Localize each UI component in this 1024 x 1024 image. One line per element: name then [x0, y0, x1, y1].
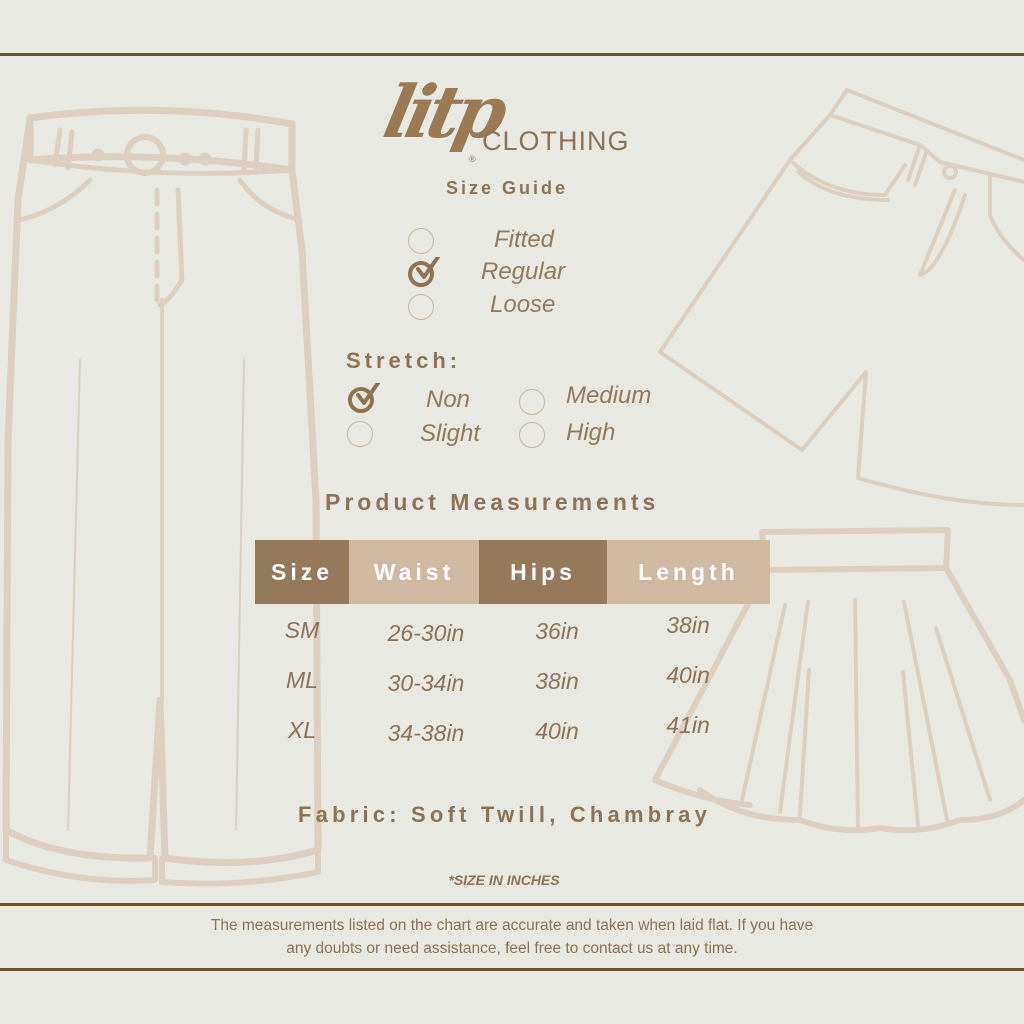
table-cell: 38in	[666, 612, 710, 638]
registered-mark: ®	[469, 154, 476, 164]
stretch-label-high: High	[566, 419, 616, 446]
stretch-label-slight: Slight	[420, 420, 481, 447]
header-size: Size	[255, 540, 349, 604]
table-cell: ML	[286, 667, 318, 693]
header-length: Length	[607, 540, 770, 604]
table-cell: 38in	[535, 668, 579, 694]
stretch-label-medium: Medium	[566, 382, 652, 409]
table-cell: 34-38in	[387, 720, 465, 746]
table-cell: 36in	[535, 618, 579, 644]
checkmark-icon	[414, 257, 440, 283]
size-note: *SIZE IN INCHES	[448, 872, 560, 888]
footer-bottom-divider	[0, 968, 1024, 971]
table-cell: SM	[284, 617, 320, 643]
stretch-title: Stretch:	[346, 348, 462, 373]
table-cell: XL	[287, 717, 317, 743]
measurements-title: Product Measurements	[325, 489, 660, 515]
page-title: Size Guide	[446, 178, 569, 198]
header-hips: Hips	[479, 540, 607, 604]
disclaimer-line-1: The measurements listed on the chart are accurate and taken when laid flat. If you have	[210, 917, 814, 934]
fabric-info: Fabric: Soft Twill, Chambray	[298, 802, 712, 827]
shorts-illustration	[660, 90, 1024, 505]
disclaimer	[0, 914, 1024, 960]
brand-logo-script: litp	[377, 69, 510, 154]
table-cell: 41in	[666, 712, 710, 738]
table-cell: 30-34in	[387, 670, 465, 696]
header-waist: Waist	[349, 540, 479, 604]
fit-label-fitted: Fitted	[494, 226, 555, 253]
checkmark-icon	[354, 383, 380, 409]
stretch-radio-slight[interactable]	[347, 421, 373, 447]
footer-top-divider	[0, 903, 1024, 906]
table-cell: 40in	[535, 718, 579, 744]
stretch-radio-high[interactable]	[519, 422, 545, 448]
pants-illustration	[6, 110, 318, 883]
brand-wordmark: CLOTHING	[482, 126, 630, 156]
fit-radio-fitted[interactable]	[408, 228, 434, 254]
fit-label-loose: Loose	[490, 291, 556, 318]
table-cell: 26-30in	[387, 620, 465, 646]
disclaimer-line-2: any doubts or need assistance, feel free to contact us at any time.	[286, 940, 738, 957]
stretch-label-non: Non	[426, 386, 471, 413]
stretch-radio-medium[interactable]	[519, 389, 545, 415]
fit-radio-loose[interactable]	[408, 294, 434, 320]
fit-label-regular: Regular	[481, 258, 566, 285]
table-cell: 40in	[666, 662, 710, 688]
stretch-radio-non[interactable]	[348, 387, 374, 413]
fit-radio-regular[interactable]	[408, 261, 434, 287]
top-divider	[0, 53, 1024, 56]
